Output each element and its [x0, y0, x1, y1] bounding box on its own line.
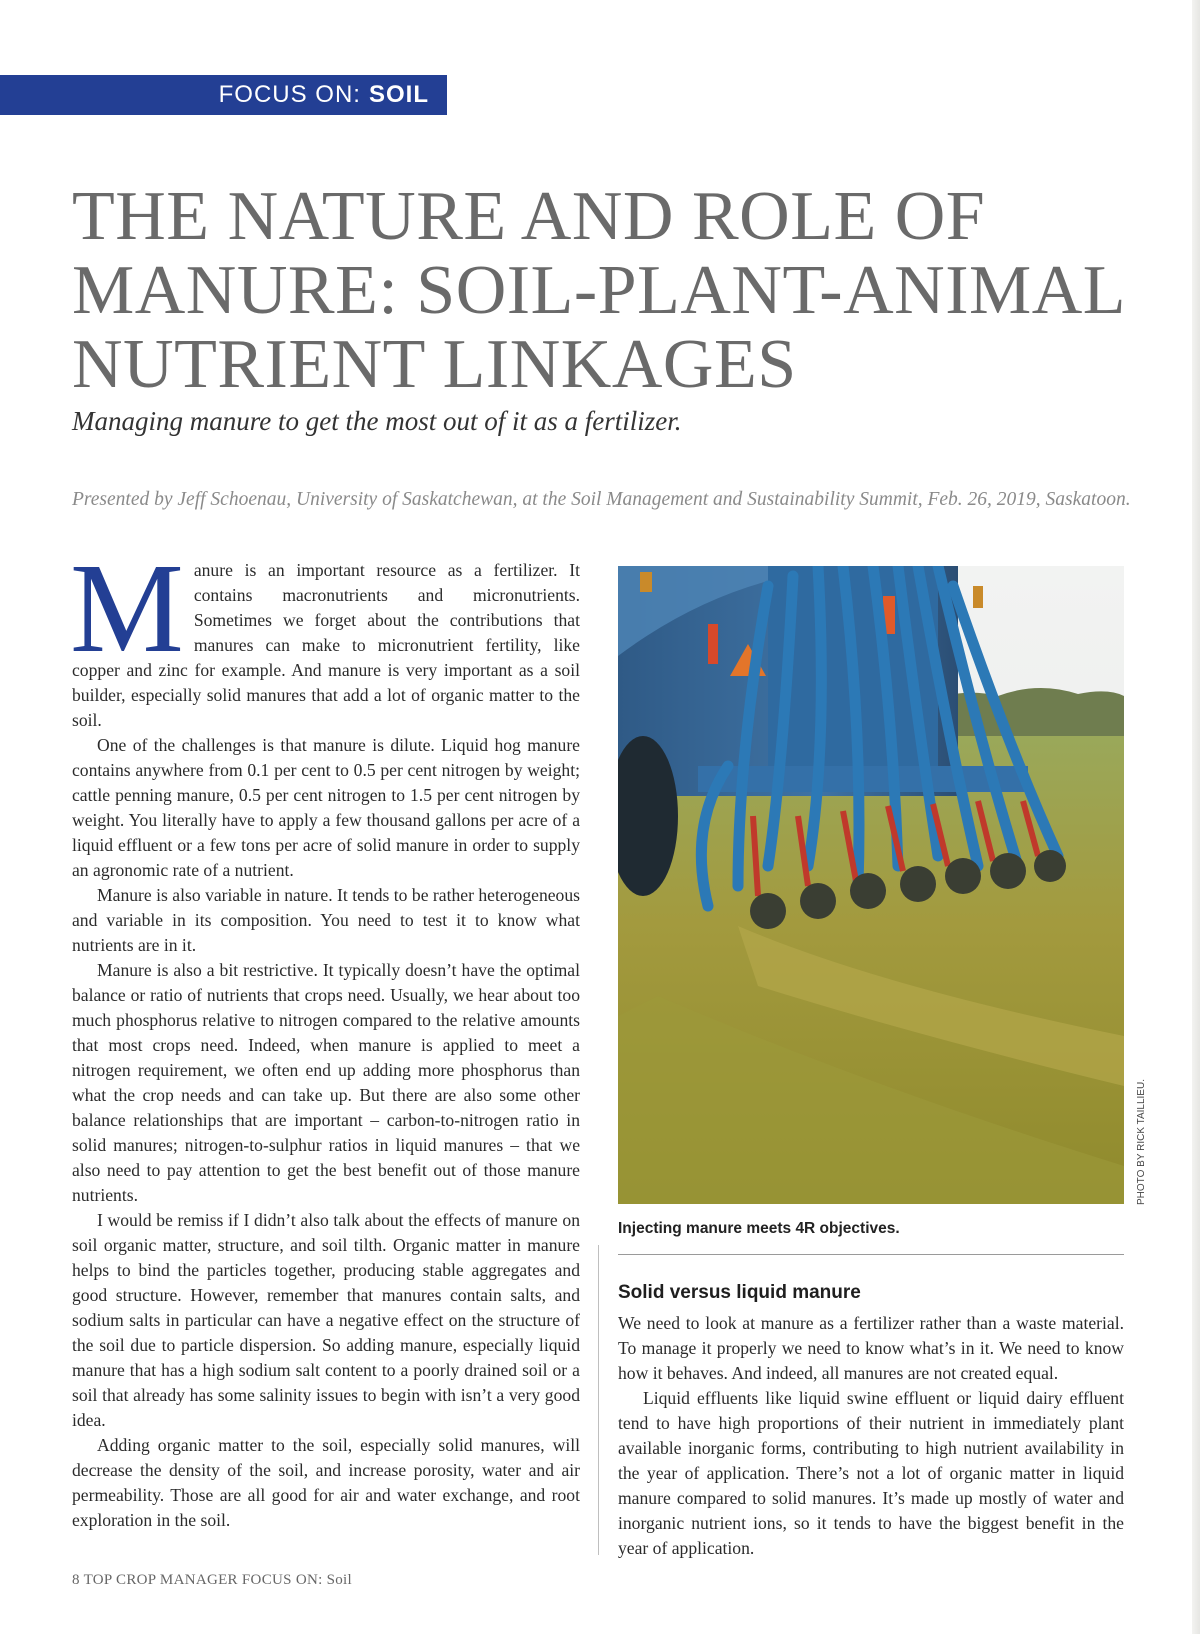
article-title: THE NATURE AND ROLE OF MANURE: SOIL-PLANT-ANIMAL NUTRIENT LINKAGES	[72, 178, 1124, 403]
column-divider	[598, 1245, 599, 1555]
article-body-column	[70, 537, 580, 1533]
article-subtitle: Managing manure to get the most out of it as a fertilizer.	[72, 406, 682, 436]
sidebar-paragraph: We need to look at manure as a fertilizer rather than a waste material. To manage it properly we need to know what’s in it. We need to know how it behaves. And indeed, all manures are not created equal.	[618, 1313, 1124, 1383]
page-number: 8	[72, 1572, 80, 1588]
publication-name: TOP CROP MANAGER FOCUS ON: Soil	[83, 1572, 352, 1588]
page-edge	[1192, 0, 1200, 1634]
paragraph-text: anure is an important resource as a fertilizer. It contains macronutrients and micronutrients. Sometimes we forget about the contributions that manures can make to micronutrient fertility, like copper and zinc for example. And manure is very important as a soil builder, especially solid manures that add a lot of organic matter to the soil.	[72, 560, 580, 730]
article-byline: Presented by Jeff Schoenau, University of Saskatchewan, at the Soil Management and Sustainability Summit, Feb. 26, 2019, Saskatoon.	[72, 489, 1131, 510]
sidebar-heading: Solid versus liquid manure	[618, 1282, 861, 1303]
banner-topic: SOIL	[368, 81, 429, 108]
photo-caption: Injecting manure meets 4R objectives.	[618, 1220, 900, 1237]
body-paragraph: Adding organic matter to the soil, especially solid manures, will decrease the density of the soil, and increase porosity, water and air permeability. Those are all good for air and water exchange, and root exploration in the soil.	[72, 1435, 580, 1530]
body-paragraph: One of the challenges is that manure is dilute. Liquid hog manure contains anywhere from 0.1 per cent to 0.5 per cent nitrogen by weight; cattle penning manure, 0.5 per cent nitrogen to 1.5 per cent nitrogen by weight. You literally have to apply a few thousand gallons per acre of a liquid effluent or a few tons per acre of solid manure in order to supply an agronomic rate of a nutrient.	[72, 735, 580, 880]
drop-cap: M	[70, 537, 184, 679]
body-paragraph: Manure is also a bit restrictive. It typically doesn’t have the optimal balance or ratio of nutrients that crops need. Usually, we hear about too much phosphorus relative to nitrogen compared to the relative amounts that most crops need. Indeed, when manure is applied to meet a nitrogen requirement, we often end up adding more phosphorus than what the crop needs and can take up. But there are also some other balance relationships that are important – carbon-to-nitrogen ratio in solid manures; nitrogen-to-sulphur ratios in liquid manures – that we also need to pay attention to get the best benefit out of those manure nutrients.	[72, 960, 580, 1205]
body-paragraph	[70, 537, 580, 733]
section-banner	[0, 75, 447, 115]
banner-prefix: FOCUS ON:	[218, 81, 361, 108]
page-footer	[72, 1572, 352, 1589]
body-paragraph: I would be remiss if I didn’t also talk about the effects of manure on soil organic matter, structure, and soil tilth. Organic matter in manure helps to bind the particles together, producing stable aggregates and good structure. However, remember that manures contain salts, and sodium salts in particular can have a negative effect on the structure of the soil due to particle dispersion. So adding manure, especially liquid manure that has a high sodium salt content to a poorly drained soil or a soil that already has some salinity issues to begin with isn’t a very good idea.	[72, 1210, 580, 1430]
sidebar-column	[618, 1280, 1124, 1561]
manure-injector-photo	[618, 566, 1124, 1204]
body-paragraph: Manure is also variable in nature. It tends to be rather heterogeneous and variable in its composition. You need to test it to know what nutrients are in it.	[72, 885, 580, 955]
sidebar-paragraph: Liquid effluents like liquid swine effluent or liquid dairy effluent tend to have high proportions of their nutrient in immediately plant available inorganic forms, contributing to high nutrient availability in the year of application. There’s not a lot of organic matter in liquid manure compared to solid manures. It’s made up mostly of water and inorganic nutrient ions, so it tends to have the biggest benefit in the year of application.	[618, 1388, 1124, 1558]
photo-credit: PHOTO BY RICK TAILLIEU.	[1136, 1079, 1147, 1205]
caption-divider	[618, 1254, 1124, 1255]
